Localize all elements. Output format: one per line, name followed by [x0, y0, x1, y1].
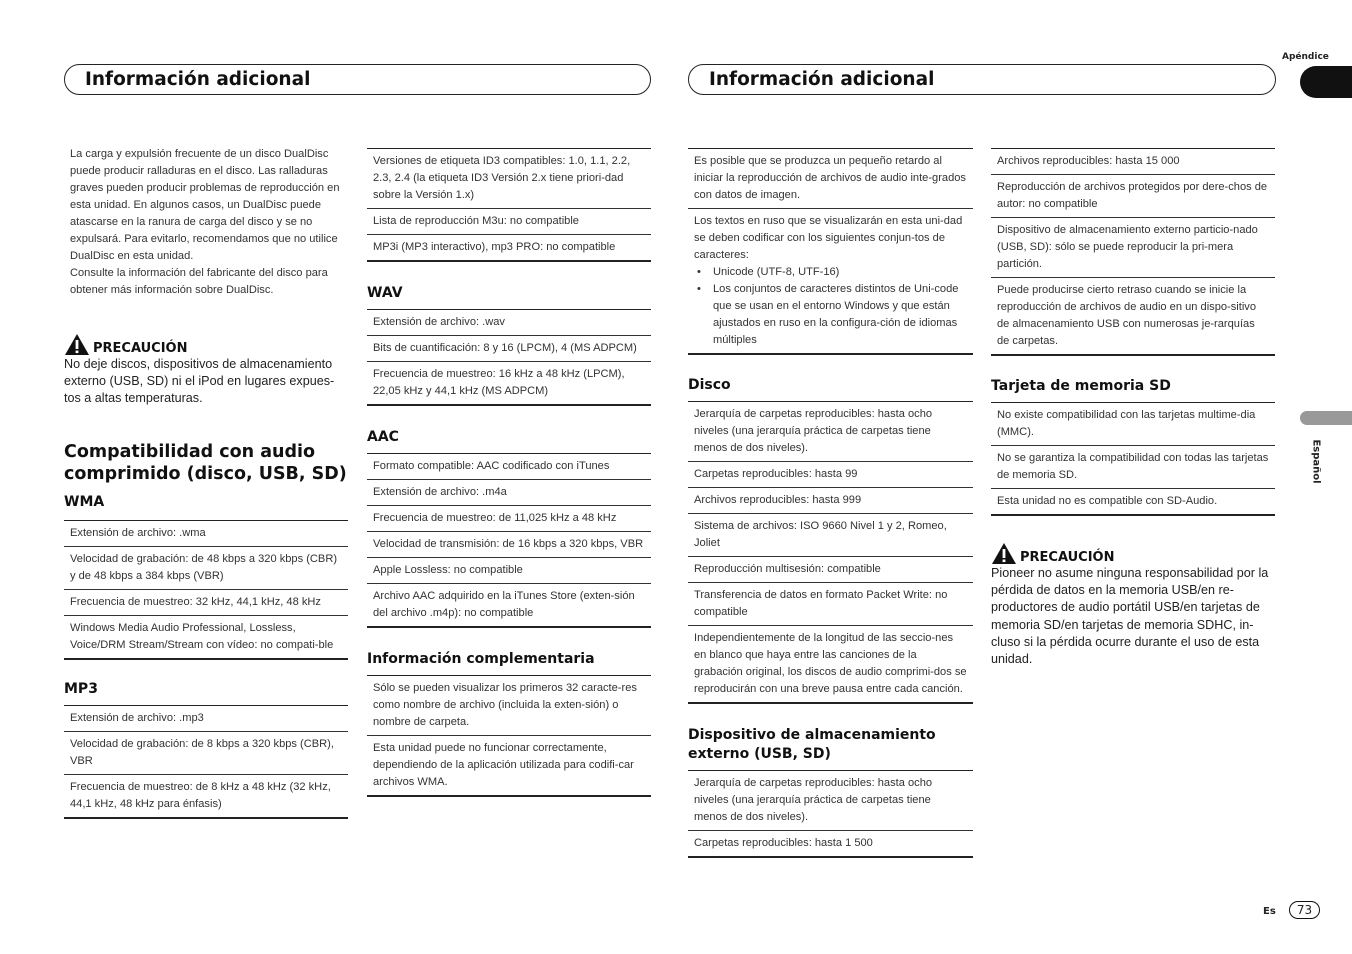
section-title: Compatibilidad con audio comprimido (disco, USB, SD) — [64, 441, 347, 484]
table-row: Esta unidad no es compatible con SD-Audio. — [991, 488, 1275, 514]
table-row: Archivos reproducibles: hasta 999 — [688, 487, 973, 513]
table-row: Frecuencia de muestreo: de 11,025 kHz a 48 kHz — [367, 505, 651, 531]
table-row: Es posible que se produzca un pequeño retardo al iniciar la reproducción de archivos de audio inte-grados con datos de imagen. — [694, 155, 966, 201]
table-row: Lista de reproducción M3u: no compatible — [367, 208, 651, 234]
table-row: Independientemente de la longitud de las seccio-nes en blanco que haya entre las canciones de la grabación original, los discos de audio comprimi-dos se reproducirán con una breve pausa entre cada canción. — [688, 625, 973, 702]
table-row: Puede producirse cierto retraso cuando se inicie la reproducción de archivos de audio en un dispo-sitivo de almacenamiento USB con numerosas je-rarquías de carpetas. — [991, 277, 1275, 354]
chapter-tab — [1300, 66, 1352, 98]
warning-heading — [64, 333, 348, 356]
warning-heading — [991, 542, 1275, 565]
warning-label: PRECAUCIÓN — [1020, 550, 1115, 565]
table-row: Reproducción de archivos protegidos por dere-chos de autor: no compatible — [991, 174, 1275, 217]
external-storage-title: Dispositivo de almacenamiento externo (USB, SD) — [688, 727, 936, 762]
footer-language-code: Es — [1263, 906, 1276, 917]
table-row: Dispositivo de almacenamiento externo particio-nado (USB, SD): sólo se puede reproducir la pri-mera partición. — [991, 217, 1275, 277]
table-row: Frecuencia de muestreo: 16 kHz a 48 kHz (LPCM), 22,05 kHz y 44,1 kHz (MS ADPCM) — [367, 361, 651, 404]
mp3-more-table — [367, 148, 651, 262]
table-row: MP3i (MP3 interactivo), mp3 PRO: no compatible — [367, 234, 651, 260]
table-row: Bits de cuantificación: 8 y 16 (LPCM), 4 (MS ADPCM) — [367, 335, 651, 361]
wav-table — [367, 309, 651, 406]
column-3 — [688, 148, 973, 858]
table-row: Frecuencia de muestreo: de 8 kHz a 48 kHz (32 kHz, 44,1 kHz, 48 kHz para énfasis) — [64, 774, 348, 817]
disco-title: Disco — [688, 377, 731, 393]
table-row: Archivos reproducibles: hasta 15 000 — [997, 155, 1180, 167]
table-row: Velocidad de grabación: de 48 kbps a 320 kbps (CBR) y de 48 kbps a 384 kbps (VBR) — [64, 546, 348, 589]
wma-table — [64, 520, 348, 660]
info-title: Información complementaria — [367, 651, 595, 667]
warning-triangle-icon — [991, 542, 1017, 565]
column-2 — [367, 148, 651, 797]
column-1 — [64, 146, 348, 819]
table-row: Frecuencia de muestreo: 32 kHz, 44,1 kHz, 48 kHz — [64, 589, 348, 615]
warning-triangle-icon — [64, 333, 90, 356]
mp3-title: MP3 — [64, 680, 98, 697]
warning-text: No deje discos, dispositivos de almacenamiento externo (USB, SD) ni el iPod en lugares expues-tos a altas temperaturas. — [64, 357, 335, 406]
table-row: Extensión de archivo: .m4a — [367, 479, 651, 505]
table-row: Sistema de archivos: ISO 9660 Nivel 1 y 2, Romeo, Joliet — [688, 513, 973, 556]
table-row: No existe compatibilidad con las tarjetas multime-dia (MMC). — [997, 409, 1256, 438]
section-header-left: Información adicional — [64, 64, 651, 95]
table-row: Transferencia de datos en formato Packet Write: no compatible — [688, 582, 973, 625]
warning-text: Pioneer no asume ninguna responsabilidad por la pérdida de datos en la memoria USB/en re-productores de audio portátil USB/en tarjetas de memoria SD/en tarjetas de memoria SDHC, in-cluso si la pérdida ocurre durante el uso de esta unidad. — [991, 566, 1269, 667]
dualdisc-paragraph-1: La carga y expulsión frecuente de un disco DualDisc puede producir ralladuras en el disco. Las ralladuras graves pueden producir problemas de reproducción en esta unidad. En algunos casos, un DualDisc puede atascarse en la ranura de carga del disco y se no expulsará. Para evitarlo, recomendamos que no utilice DualDisc en esta unidad. — [70, 148, 340, 262]
charset-list — [694, 264, 967, 349]
aac-table — [367, 453, 651, 628]
sd-title: Tarjeta de memoria SD — [991, 378, 1171, 394]
table-row: Formato compatible: AAC codificado con iTunes — [373, 460, 610, 472]
column-4 — [991, 148, 1275, 668]
wav-title: WAV — [367, 285, 403, 301]
aac-title: AAC — [367, 429, 399, 445]
table-row: Extensión de archivo: .wav — [373, 316, 505, 328]
section-header-right: Información adicional — [688, 64, 1276, 95]
page-number: 73 — [1289, 901, 1320, 919]
warning-label: PRECAUCIÓN — [93, 341, 188, 356]
list-item: • Unicode (UTF-8, UTF-16) — [694, 264, 967, 281]
language-label: Español — [1310, 439, 1322, 484]
table-row: Extensión de archivo: .wma — [70, 526, 206, 539]
table-row: Sólo se pueden visualizar los primeros 32 caracte-res como nombre de archivo (incluida la exten-sión) o nombre de carpeta. — [373, 682, 637, 728]
table-row: Extensión de archivo: .mp3 — [70, 711, 204, 724]
table-row: Esta unidad puede no funcionar correctamente, dependiendo de la aplicación utilizada para codifi-car archivos WMA. — [367, 735, 651, 795]
russian-text-intro: Los textos en ruso que se visualizarán en esta uni-dad se deben codificar con los siguientes conjun-tos de caracteres: — [694, 215, 963, 261]
table-row: Jerarquía de carpetas reproducibles: hasta ocho niveles (una jerarquía práctica de carpetas tiene menos de dos niveles). — [694, 408, 933, 454]
table-row: Archivo AAC adquirido en la iTunes Store (exten-sión del archivo .m4p): no compatible — [367, 583, 651, 626]
list-item: • Los conjuntos de caracteres distintos de Uni-code que se usan en el entorno Windows y que están ajustados en ruso en la configura-ción de idiomas múltiples — [694, 281, 967, 349]
sd-table — [991, 402, 1275, 516]
table-row: Versiones de etiqueta ID3 compatibles: 1.0, 1.1, 2.2, 2.3, 2.4 (la etiqueta ID3 Versión 2.x tiene priori-dad sobre la Versión 1.x) — [373, 155, 631, 201]
disco-table — [688, 401, 973, 704]
table-row: No se garantiza la compatibilidad con todas las tarjetas de memoria SD. — [991, 445, 1275, 488]
table-row: Carpetas reproducibles: hasta 1 500 — [688, 830, 973, 856]
wma-title: WMA — [64, 493, 105, 510]
external-storage-table — [688, 770, 973, 858]
table-row — [688, 208, 973, 353]
language-tab — [1300, 411, 1352, 425]
mp3-table — [64, 705, 348, 819]
table-row: Reproducción multisesión: compatible — [688, 556, 973, 582]
appendix-label: Apéndice — [1282, 52, 1329, 62]
table-row: Velocidad de transmisión: de 16 kbps a 320 kbps, VBR — [367, 531, 651, 557]
info-table — [367, 675, 651, 797]
dualdisc-paragraph-2: Consulte la información del fabricante del disco para obtener más información sobre DualDisc. — [70, 267, 328, 296]
table-row: Windows Media Audio Professional, Lossless, Voice/DRM Stream/Stream con vídeo: no compati-ble — [64, 615, 348, 658]
table-row: Jerarquía de carpetas reproducibles: hasta ocho niveles (una jerarquía práctica de carpetas tiene menos de dos niveles). — [694, 777, 933, 823]
table-row: Velocidad de grabación: de 8 kbps a 320 kbps (CBR), VBR — [64, 731, 348, 774]
table-row: Apple Lossless: no compatible — [367, 557, 651, 583]
image-text-table — [688, 148, 973, 355]
usb-table — [991, 148, 1275, 356]
table-row: Carpetas reproducibles: hasta 99 — [688, 461, 973, 487]
